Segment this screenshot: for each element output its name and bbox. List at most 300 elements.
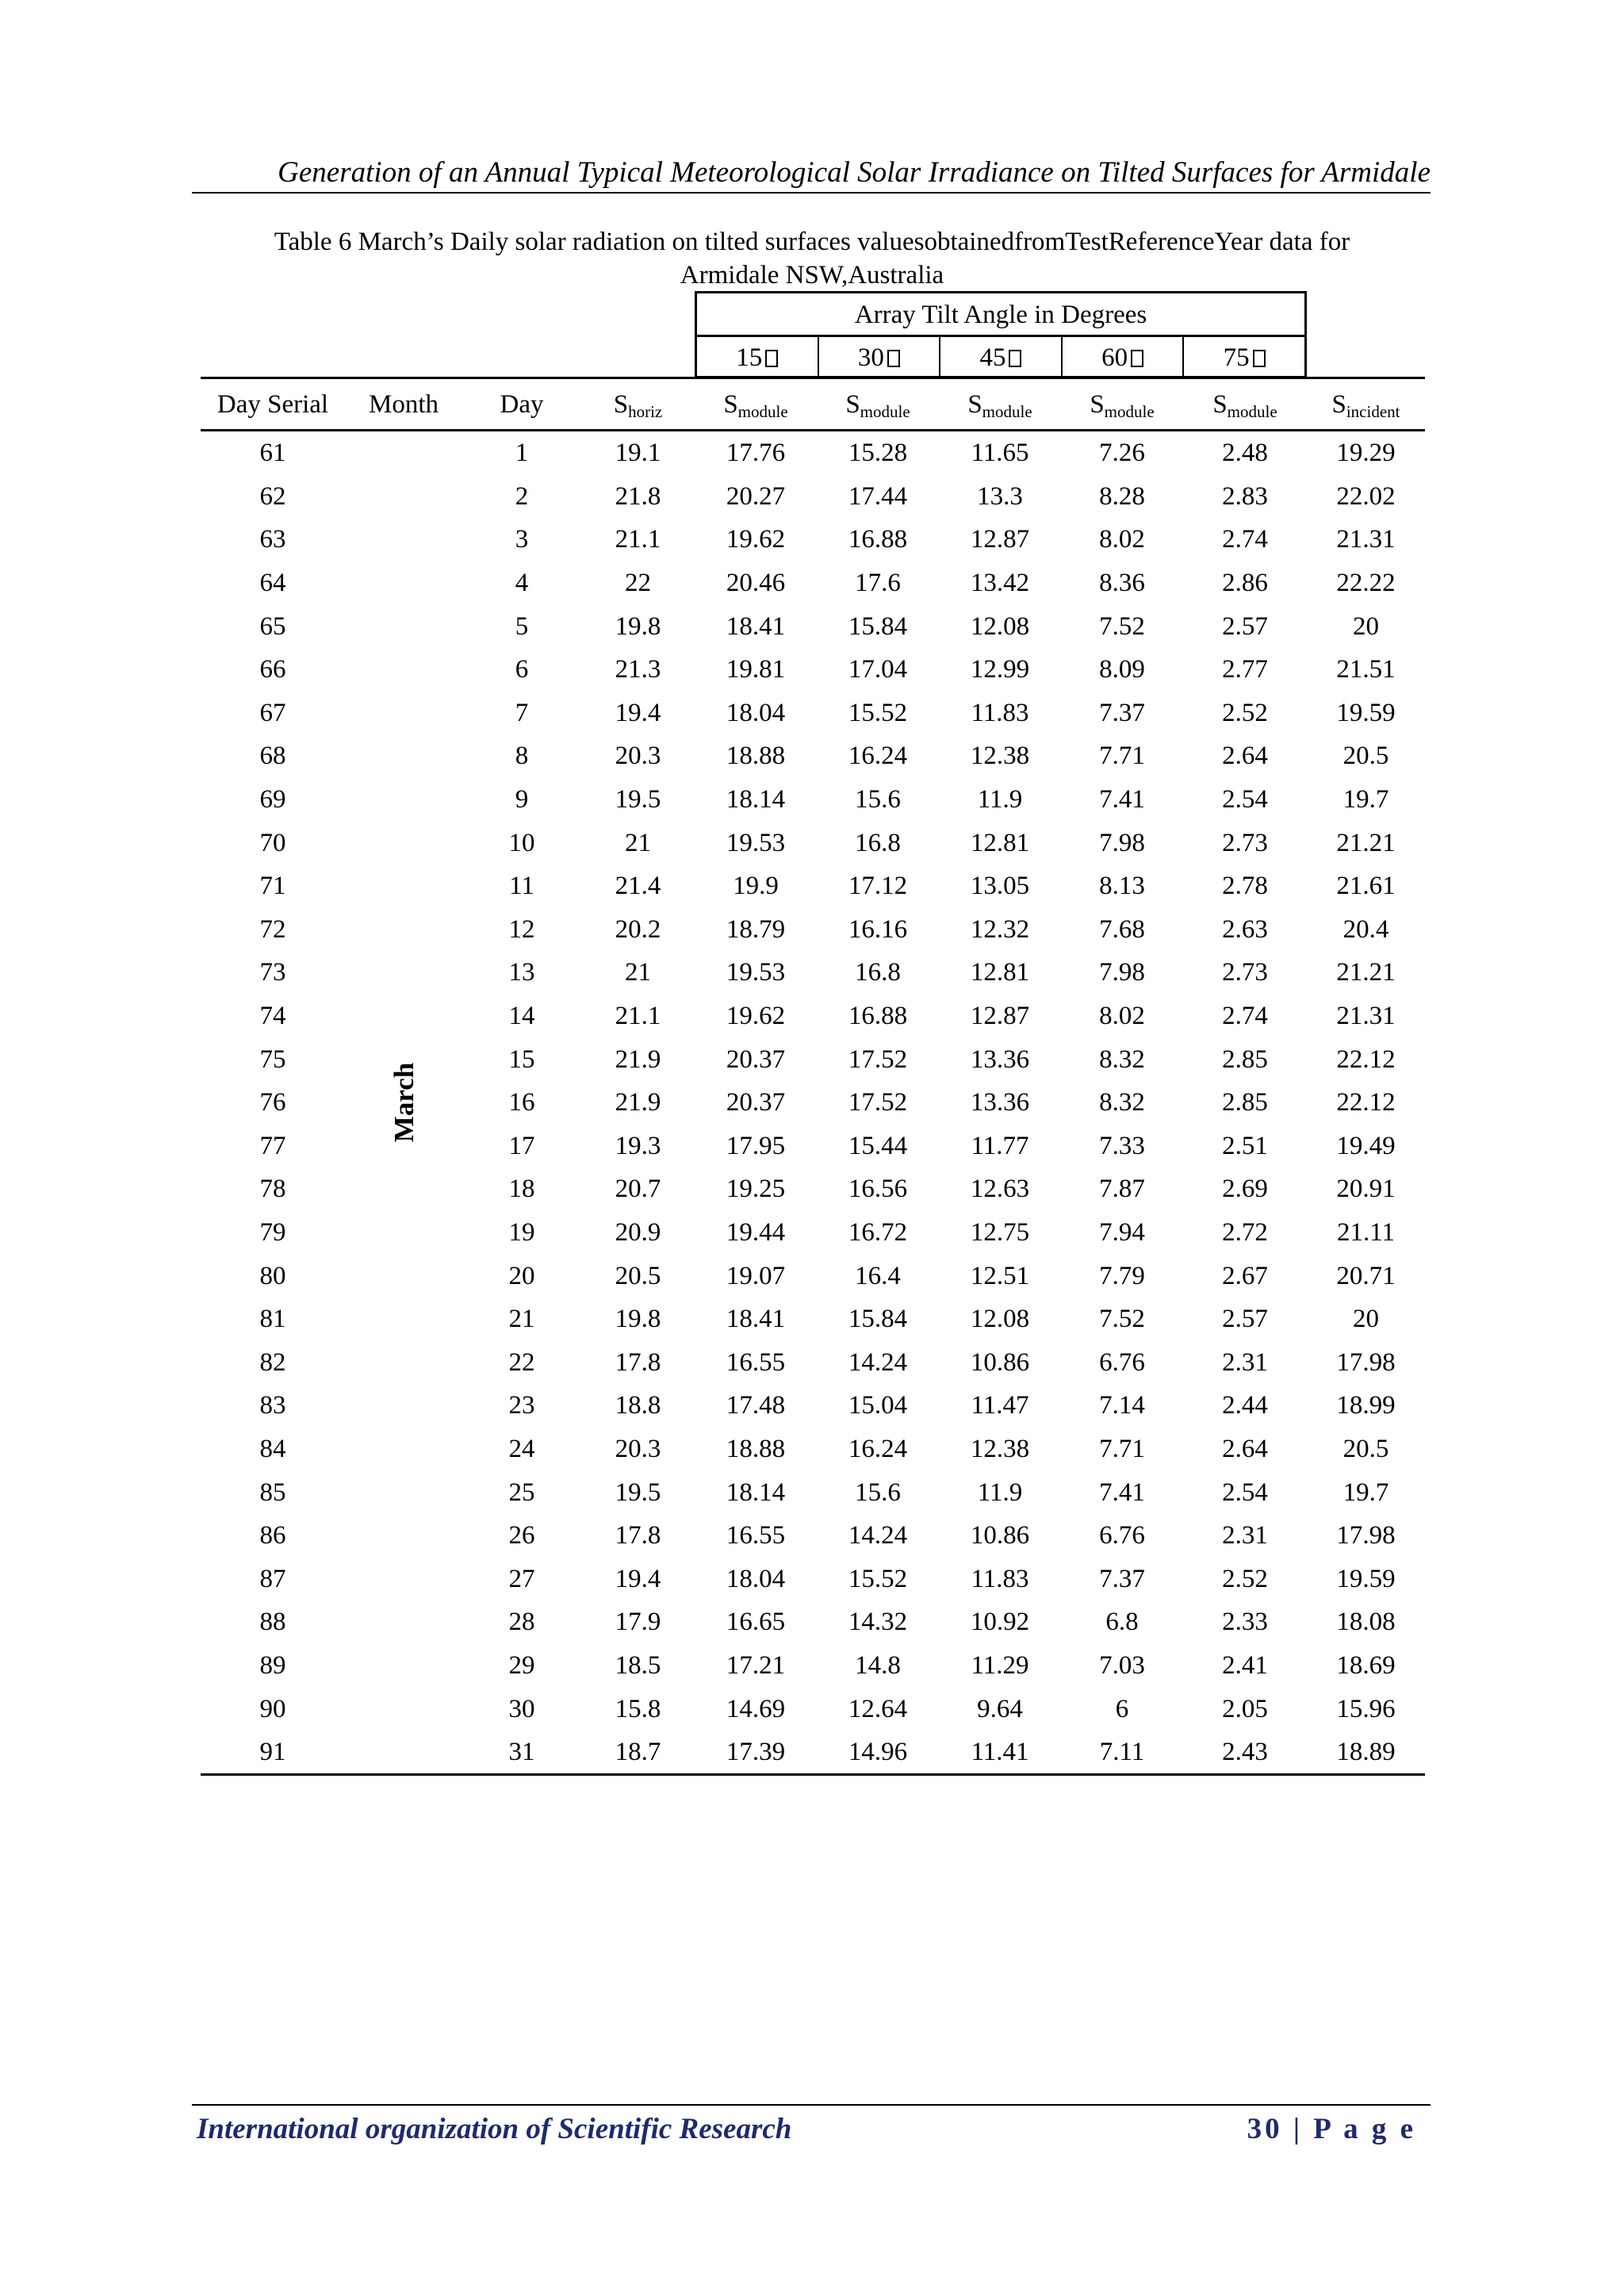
cell-s-module-45: 12.63: [970, 1175, 1030, 1204]
table-row: [201, 1731, 1425, 1774]
cell-s-module-15: 19.62: [726, 1002, 786, 1031]
cell-day-serial: 79: [259, 1217, 286, 1247]
cell-s-incident: 20: [1353, 1305, 1379, 1334]
cell-month: [345, 1297, 462, 1341]
cell-month: [345, 1428, 462, 1471]
cell-s-module-30: 15.52: [848, 1564, 908, 1593]
cell-s-module-45: 13.36: [970, 1088, 1030, 1117]
cell-s-module-45: 11.9: [977, 785, 1023, 815]
tilt-angle-30: 30: [819, 337, 941, 378]
cell-s-module-30: 17.52: [848, 1045, 908, 1074]
cell-s-horiz: 21.9: [615, 1088, 661, 1117]
cell-s-module-15: 19.07: [726, 1261, 786, 1290]
col-s-incident: $S_{incident}$: [1331, 390, 1400, 421]
cell-s-module-15: 19.9: [733, 872, 779, 901]
cell-s-module-15: 17.48: [726, 1391, 786, 1420]
cell-day: 15: [508, 1045, 535, 1074]
cell-s-module-45: 12.32: [970, 914, 1030, 944]
cell-day: 13: [508, 958, 535, 987]
cell-s-module-30: 14.96: [848, 1738, 908, 1767]
cell-s-module-15: 19.53: [726, 828, 786, 857]
cell-s-incident: 20.5: [1342, 1434, 1389, 1463]
cell-s-module-75: 2.54: [1222, 1478, 1268, 1507]
table-row: [201, 1384, 1425, 1428]
cell-s-module-30: 15.28: [848, 439, 908, 468]
cell-s-module-75: 2.77: [1222, 655, 1268, 684]
cell-s-incident: 21.11: [1336, 1217, 1396, 1247]
cell-s-module-75: 2.41: [1222, 1650, 1268, 1680]
cell-s-module-45: 13.3: [977, 481, 1023, 511]
cell-s-module-75: 2.33: [1222, 1608, 1268, 1637]
cell-s-module-30: 17.6: [855, 569, 901, 598]
cell-day-serial: 87: [259, 1564, 286, 1593]
cell-day-serial: 62: [259, 481, 286, 511]
col-s-module-15: $S_{module}$: [723, 390, 788, 421]
cell-s-incident: 17.98: [1336, 1521, 1396, 1550]
cell-s-module-60: 7.94: [1099, 1217, 1145, 1247]
cell-day: 23: [508, 1391, 535, 1420]
cell-day: 20: [508, 1261, 535, 1290]
cell-day-serial: 73: [259, 958, 286, 987]
cell-day: 29: [508, 1650, 535, 1680]
cell-s-module-60: 7.41: [1099, 785, 1145, 815]
cell-s-incident: 18.69: [1336, 1650, 1396, 1680]
cell-day-serial: 63: [259, 525, 286, 554]
cell-s-module-45: 11.65: [971, 439, 1029, 468]
cell-s-module-15: 18.88: [726, 742, 786, 771]
cell-s-module-75: 2.83: [1222, 481, 1268, 511]
cell-s-module-45: 12.08: [970, 611, 1030, 641]
cell-month: [345, 1211, 462, 1255]
cell-s-incident: 21.31: [1336, 1002, 1396, 1031]
cell-day-serial: 85: [259, 1478, 286, 1507]
cell-month: [345, 475, 462, 519]
cell-s-module-60: 7.71: [1099, 742, 1145, 771]
table-row: [201, 692, 1425, 735]
cell-s-horiz: 20.7: [615, 1175, 661, 1204]
cell-s-incident: 18.99: [1336, 1391, 1396, 1420]
cell-day: 22: [508, 1347, 535, 1377]
cell-s-module-45: 10.86: [970, 1521, 1030, 1550]
cell-s-incident: 15.96: [1336, 1694, 1396, 1723]
cell-day: 8: [515, 742, 529, 771]
cell-s-module-45: 12.81: [970, 828, 1030, 857]
cell-s-module-45: 12.99: [970, 655, 1030, 684]
cell-s-module-60: 7.14: [1099, 1391, 1145, 1420]
cell-s-module-75: 2.63: [1222, 914, 1268, 944]
cell-month: [345, 1644, 462, 1688]
cell-s-incident: 19.59: [1336, 698, 1396, 727]
cell-s-module-30: 16.88: [848, 525, 908, 554]
table-row: [201, 1081, 1425, 1125]
cell-s-module-15: 18.88: [726, 1434, 786, 1463]
cell-s-horiz: 17.9: [615, 1608, 661, 1637]
cell-day: 27: [508, 1564, 535, 1593]
cell-s-module-45: 11.41: [971, 1738, 1029, 1767]
cell-s-horiz: 21.1: [615, 525, 661, 554]
table-row: [201, 821, 1425, 864]
cell-s-module-75: 2.72: [1222, 1217, 1268, 1247]
cell-s-module-30: 17.52: [848, 1088, 908, 1117]
cell-s-incident: 21.61: [1336, 872, 1396, 901]
cell-month: [345, 778, 462, 822]
col-s-module-75: $S_{module}$: [1212, 390, 1277, 421]
cell-s-module-30: 16.24: [848, 1434, 908, 1463]
table-row: [201, 1254, 1425, 1297]
table-row: [201, 1687, 1425, 1731]
cell-s-module-60: 8.02: [1099, 525, 1145, 554]
col-day: Day: [500, 390, 544, 419]
cell-day: 26: [508, 1521, 535, 1550]
cell-s-module-60: 7.98: [1099, 958, 1145, 987]
tilt-angle-75: 75: [1184, 337, 1304, 378]
cell-day-serial: 69: [259, 785, 286, 815]
cell-s-module-75: 2.64: [1222, 742, 1268, 771]
cell-s-module-15: 19.62: [726, 525, 786, 554]
cell-day: 11: [509, 872, 534, 901]
month-label: March: [389, 1062, 419, 1143]
cell-s-module-30: 15.84: [848, 611, 908, 641]
cell-s-module-15: 18.41: [726, 1305, 786, 1334]
table-row: [201, 995, 1425, 1038]
table-row: [201, 951, 1425, 995]
cell-day: 7: [515, 698, 529, 727]
cell-s-incident: 22.22: [1336, 569, 1396, 598]
cell-day: 14: [508, 1002, 535, 1031]
cell-s-module-75: 2.31: [1222, 1521, 1268, 1550]
cell-s-incident: 20.5: [1342, 742, 1389, 771]
cell-s-module-30: 17.12: [848, 872, 908, 901]
cell-s-module-15: 19.81: [726, 655, 786, 684]
cell-s-module-60: 7.68: [1099, 914, 1145, 944]
cell-s-module-30: 16.72: [848, 1217, 908, 1247]
cell-month: [345, 1600, 462, 1644]
cell-s-horiz: 21.3: [615, 655, 661, 684]
cell-s-module-30: 16.8: [855, 828, 901, 857]
caption-line-1: Table 6 March’s Daily solar radiation on tilted surfaces valuesobtainedfromTestReferenceYear data for: [274, 228, 1350, 256]
cell-s-incident: 19.29: [1336, 439, 1396, 468]
cell-s-module-75: 2.64: [1222, 1434, 1268, 1463]
cell-day-serial: 74: [259, 1002, 286, 1031]
cell-s-module-60: 6.8: [1105, 1608, 1139, 1637]
cell-day: 19: [508, 1217, 535, 1247]
cell-s-module-15: 20.37: [726, 1088, 786, 1117]
cell-month: [345, 692, 462, 735]
running-title: Generation of an Annual Typical Meteorological Solar Irradiance on Tilted Surfaces for Armidale: [278, 156, 1431, 189]
cell-month: [345, 821, 462, 864]
cell-day-serial: 64: [259, 569, 286, 598]
cell-day-serial: 91: [259, 1738, 286, 1767]
footer-organization: International organization of Scientific Research: [197, 2113, 792, 2145]
cell-s-module-75: 2.67: [1222, 1261, 1268, 1290]
cell-s-module-15: 17.76: [726, 439, 786, 468]
cell-s-module-75: 2.05: [1222, 1694, 1268, 1723]
cell-s-module-15: 18.79: [726, 914, 786, 944]
table-row: [201, 1644, 1425, 1688]
tilt-angle-title: Array Tilt Angle in Degrees: [697, 293, 1304, 337]
table-row: [201, 562, 1425, 605]
cell-day-serial: 77: [259, 1131, 286, 1160]
cell-s-module-15: 20.37: [726, 1045, 786, 1074]
table-row: [201, 864, 1425, 908]
cell-s-incident: 20.4: [1342, 914, 1389, 944]
table-row: [201, 1600, 1425, 1644]
cell-s-module-75: 2.57: [1222, 611, 1268, 641]
cell-day-serial: 84: [259, 1434, 286, 1463]
cell-day: 18: [508, 1175, 535, 1204]
cell-month: [345, 995, 462, 1038]
cell-s-module-60: 6: [1115, 1694, 1129, 1723]
cell-s-module-30: 15.04: [848, 1391, 908, 1420]
cell-day: 25: [508, 1478, 535, 1507]
cell-day: 1: [515, 439, 529, 468]
table-row: [201, 475, 1425, 519]
tilt-angle-row: [697, 337, 1304, 378]
cell-day: 16: [508, 1088, 535, 1117]
cell-day-serial: 82: [259, 1347, 286, 1377]
cell-s-module-15: 19.44: [726, 1217, 786, 1247]
cell-s-incident: 20.71: [1336, 1261, 1396, 1290]
cell-day: 21: [508, 1305, 535, 1334]
degree-placeholder-icon: [765, 350, 778, 367]
cell-s-module-15: 14.69: [726, 1694, 786, 1723]
cell-s-incident: 19.59: [1336, 1564, 1396, 1593]
cell-day: 17: [508, 1131, 535, 1160]
cell-s-module-75: 2.74: [1222, 525, 1268, 554]
cell-s-module-45: 10.92: [970, 1608, 1030, 1637]
cell-s-module-75: 2.43: [1222, 1738, 1268, 1767]
cell-day-serial: 88: [259, 1608, 286, 1637]
cell-s-module-30: 17.44: [848, 481, 908, 511]
cell-s-module-45: 12.81: [970, 958, 1030, 987]
table-caption: [201, 225, 1423, 292]
table-row: [201, 1514, 1425, 1558]
cell-s-module-30: 16.8: [855, 958, 901, 987]
degree-placeholder-icon: [1253, 350, 1266, 367]
cell-s-module-45: 11.9: [977, 1478, 1023, 1507]
cell-s-horiz: 21.1: [615, 1002, 661, 1031]
cell-s-incident: 21.21: [1336, 958, 1396, 987]
table-row: [201, 1470, 1425, 1514]
table-row: [201, 1125, 1425, 1168]
cell-s-module-45: 11.29: [971, 1650, 1029, 1680]
cell-s-module-30: 14.24: [848, 1347, 908, 1377]
cell-s-module-30: 16.56: [848, 1175, 908, 1204]
cell-s-horiz: 19.5: [615, 785, 661, 815]
cell-day: 5: [515, 611, 529, 641]
cell-month: [345, 1557, 462, 1600]
cell-s-module-15: 18.41: [726, 611, 786, 641]
cell-s-horiz: 19.3: [615, 1131, 661, 1160]
cell-month: [345, 604, 462, 648]
table-bottom-rule: [201, 1773, 1425, 1776]
cell-month: [345, 1514, 462, 1558]
cell-s-module-30: 16.16: [848, 914, 908, 944]
cell-s-module-15: 17.95: [726, 1131, 786, 1160]
cell-s-incident: 21.31: [1336, 525, 1396, 554]
cell-s-horiz: 20.5: [615, 1261, 661, 1290]
cell-month: [345, 864, 462, 908]
cell-s-module-45: 9.64: [977, 1694, 1023, 1723]
cell-s-module-15: 18.14: [726, 1478, 786, 1507]
table-row: [201, 734, 1425, 778]
cell-s-incident: 19.7: [1342, 785, 1389, 815]
cell-s-module-30: 17.04: [848, 655, 908, 684]
col-s-horiz: $S_{horiz}$: [613, 390, 663, 421]
cell-day-serial: 71: [259, 872, 286, 901]
cell-s-module-30: 16.88: [848, 1002, 908, 1031]
cell-s-module-45: 12.38: [970, 1434, 1030, 1463]
cell-s-horiz: 18.5: [615, 1650, 661, 1680]
cell-day-serial: 80: [259, 1261, 286, 1290]
cell-s-incident: 18.08: [1336, 1608, 1396, 1637]
cell-s-module-60: 8.02: [1099, 1002, 1145, 1031]
tilt-angle-60: 60: [1063, 337, 1185, 378]
cell-s-horiz: 21.9: [615, 1045, 661, 1074]
cell-s-horiz: 19.4: [615, 1564, 661, 1593]
cell-s-module-45: 13.42: [970, 569, 1030, 598]
cell-s-module-60: 6.76: [1099, 1347, 1145, 1377]
cell-s-horiz: 21.8: [615, 481, 661, 511]
cell-s-incident: 20.91: [1336, 1175, 1396, 1204]
cell-s-incident: 20: [1353, 611, 1379, 641]
cell-s-horiz: 19.4: [615, 698, 661, 727]
cell-s-horiz: 19.8: [615, 1305, 661, 1334]
cell-s-module-45: 12.87: [970, 1002, 1030, 1031]
cell-s-module-15: 18.04: [726, 698, 786, 727]
cell-s-horiz: 19.1: [615, 439, 661, 468]
cell-month: [345, 734, 462, 778]
cell-s-module-30: 15.52: [848, 698, 908, 727]
cell-s-module-15: 18.14: [726, 785, 786, 815]
cell-s-module-15: 16.55: [726, 1347, 786, 1377]
cell-day-serial: 89: [259, 1650, 286, 1680]
cell-s-module-45: 12.08: [970, 1305, 1030, 1334]
cell-s-module-60: 8.13: [1099, 872, 1145, 901]
table-row: [201, 1211, 1425, 1255]
cell-day-serial: 78: [259, 1175, 286, 1204]
cell-s-module-45: 11.77: [971, 1131, 1029, 1160]
cell-day: 10: [508, 828, 535, 857]
cell-s-horiz: 15.8: [615, 1694, 661, 1723]
degree-placeholder-icon: [1131, 350, 1143, 367]
radiation-table: [201, 431, 1425, 1773]
cell-s-module-60: 8.32: [1099, 1045, 1145, 1074]
col-s-module-45: $S_{module}$: [967, 390, 1032, 421]
cell-day: 4: [515, 569, 529, 598]
cell-s-module-60: 7.33: [1099, 1131, 1145, 1160]
cell-s-module-45: 11.83: [971, 698, 1029, 727]
cell-s-horiz: 21.4: [615, 872, 661, 901]
table-body: [201, 431, 1425, 1773]
cell-day: 28: [508, 1608, 535, 1637]
cell-month: [345, 1340, 462, 1384]
cell-s-horiz: 21: [625, 828, 651, 857]
cell-s-module-30: 14.8: [855, 1650, 901, 1680]
cell-s-module-75: 2.48: [1222, 439, 1268, 468]
cell-s-incident: 18.89: [1336, 1738, 1396, 1767]
table-row: [201, 1297, 1425, 1341]
cell-s-module-45: 12.75: [970, 1217, 1030, 1247]
cell-day: 9: [515, 785, 529, 815]
footer-page-number: 30 | P a g e: [1247, 2113, 1416, 2145]
cell-s-module-15: 20.46: [726, 569, 786, 598]
cell-day-serial: 67: [259, 698, 286, 727]
cell-s-module-45: 12.87: [970, 525, 1030, 554]
cell-s-module-75: 2.54: [1222, 785, 1268, 815]
table-row: [201, 1037, 1425, 1081]
cell-s-module-15: 16.55: [726, 1521, 786, 1550]
cell-s-module-60: 7.52: [1099, 1305, 1145, 1334]
cell-s-module-60: 7.37: [1099, 1564, 1145, 1593]
cell-s-incident: 22.12: [1336, 1088, 1396, 1117]
cell-s-module-30: 12.64: [848, 1694, 908, 1723]
cell-s-module-60: 7.98: [1099, 828, 1145, 857]
cell-day-serial: 83: [259, 1391, 286, 1420]
cell-day-serial: 61: [259, 439, 286, 468]
cell-s-module-60: 7.37: [1099, 698, 1145, 727]
cell-day: 24: [508, 1434, 535, 1463]
cell-day-serial: 90: [259, 1694, 286, 1723]
cell-s-module-60: 7.03: [1099, 1650, 1145, 1680]
cell-s-module-15: 16.65: [726, 1608, 786, 1637]
table-row: [201, 431, 1425, 475]
cell-s-module-45: 12.51: [970, 1261, 1030, 1290]
cell-s-module-30: 15.6: [855, 1478, 901, 1507]
cell-s-horiz: 19.5: [615, 1478, 661, 1507]
cell-s-module-75: 2.73: [1222, 828, 1268, 857]
cell-s-module-75: 2.74: [1222, 1002, 1268, 1031]
cell-s-horiz: 22: [625, 569, 651, 598]
cell-s-module-75: 2.31: [1222, 1347, 1268, 1377]
cell-day-serial: 76: [259, 1088, 286, 1117]
col-day-serial: Day Serial: [216, 390, 329, 419]
cell-s-module-45: 11.47: [971, 1391, 1029, 1420]
cell-day: 3: [515, 525, 529, 554]
cell-day-serial: 70: [259, 828, 286, 857]
cell-s-incident: 22.12: [1336, 1045, 1396, 1074]
cell-s-horiz: 20.3: [615, 1434, 661, 1463]
cell-day-serial: 66: [259, 655, 286, 684]
cell-s-module-15: 19.53: [726, 958, 786, 987]
cell-s-incident: 19.49: [1336, 1131, 1396, 1160]
cell-month: [345, 1167, 462, 1211]
cell-s-incident: 22.02: [1336, 481, 1396, 511]
table-row: [201, 1340, 1425, 1384]
cell-s-module-60: 8.09: [1099, 655, 1145, 684]
cell-s-module-30: 15.84: [848, 1305, 908, 1334]
footer-rule: [192, 2104, 1431, 2106]
table-row: [201, 1557, 1425, 1600]
cell-s-module-30: 14.24: [848, 1521, 908, 1550]
cell-s-module-30: 14.32: [848, 1608, 908, 1637]
cell-month: [345, 518, 462, 562]
cell-s-module-30: 16.4: [855, 1261, 901, 1290]
cell-s-module-75: 2.85: [1222, 1088, 1268, 1117]
cell-s-module-60: 7.71: [1099, 1434, 1145, 1463]
cell-s-horiz: 20.3: [615, 742, 661, 771]
cell-s-module-75: 2.78: [1222, 872, 1268, 901]
col-s-module-60: $S_{module}$: [1090, 390, 1155, 421]
cell-s-module-45: 11.83: [971, 1564, 1029, 1593]
cell-month: [345, 908, 462, 952]
cell-s-module-75: 2.52: [1222, 698, 1268, 727]
cell-s-module-60: 7.52: [1099, 611, 1145, 641]
cell-s-module-30: 15.6: [855, 785, 901, 815]
cell-s-horiz: 21: [625, 958, 651, 987]
cell-s-module-45: 13.36: [970, 1045, 1030, 1074]
cell-month: [345, 562, 462, 605]
